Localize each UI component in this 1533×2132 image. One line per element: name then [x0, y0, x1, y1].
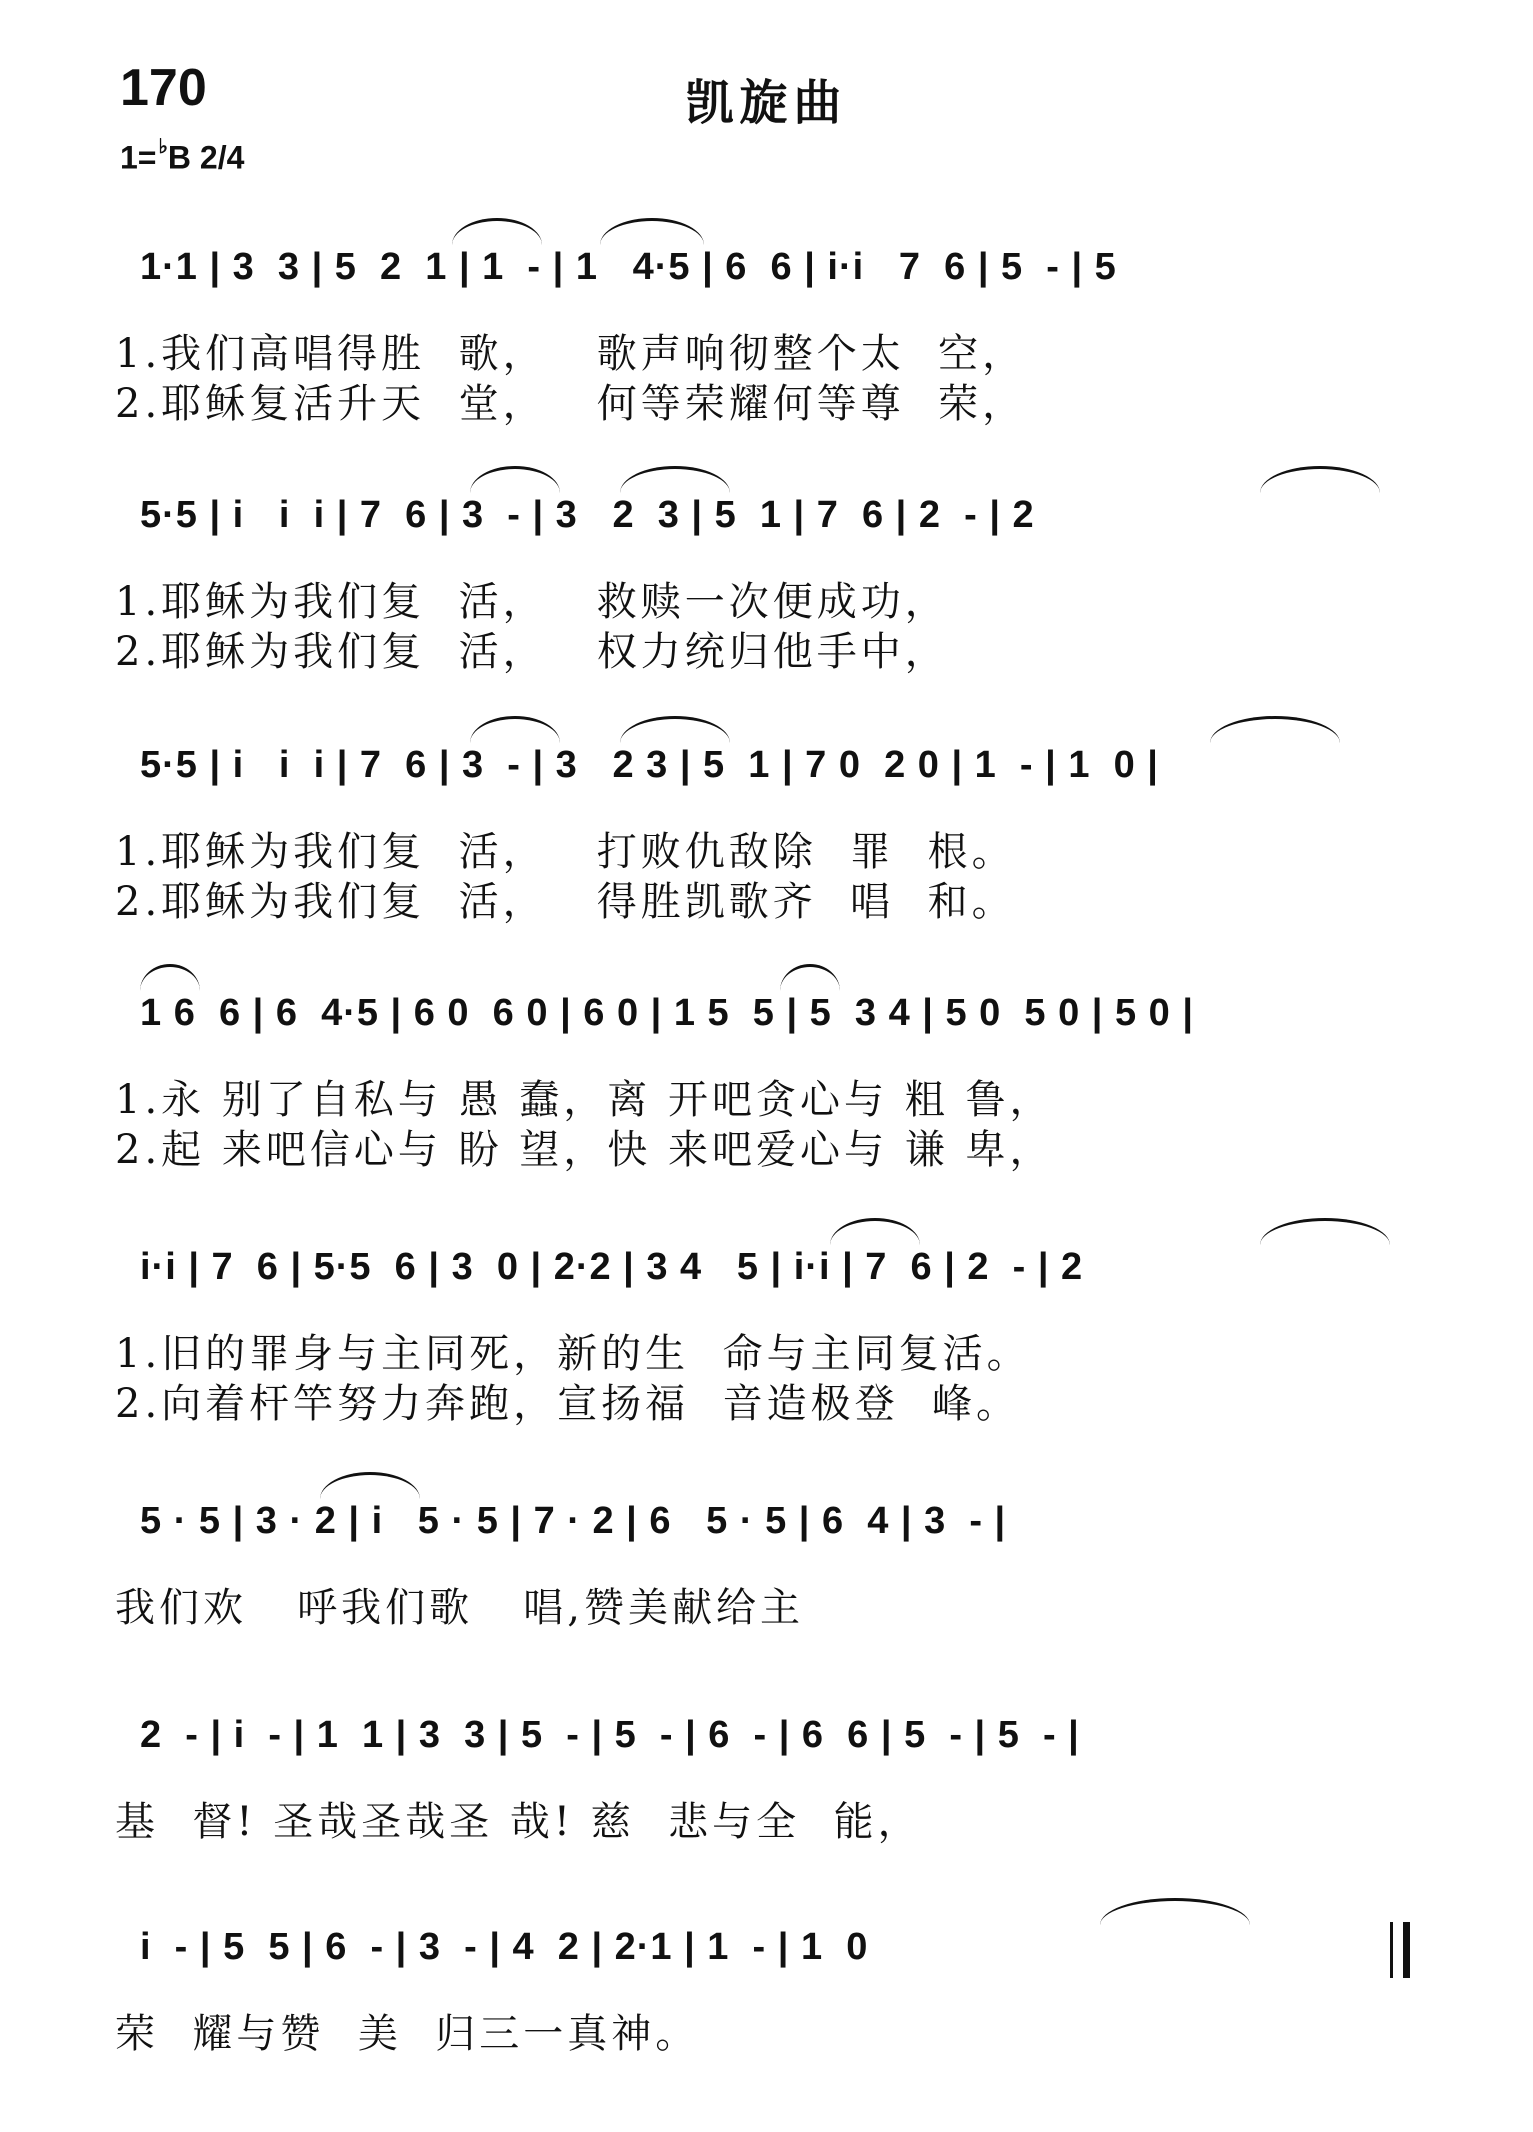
note-row	[140, 968, 1420, 1058]
flat-sign: ♭	[158, 136, 168, 158]
note-row	[140, 470, 1420, 560]
score-system-5	[115, 1222, 1420, 1452]
note-row	[140, 1690, 1420, 1780]
lyric-verse-2: 2.耶稣复活升天 堂， 何等荣耀何等尊 荣，	[115, 381, 1027, 427]
lyric-refrain: 基 督! 圣哉圣哉圣 哉! 慈 悲与全 能，	[115, 1799, 922, 1845]
score-system-8	[115, 1902, 1420, 2132]
lyric-verse-2: 2.耶稣为我们复 活， 权力统归他手中，	[115, 629, 949, 675]
score-system-2	[115, 470, 1420, 700]
note-line: 1·1 | 3 3 | 5 2 1 | 1 - | 1 4·5 | 6 6 | i·i 7 6 | 5 - | 5	[140, 245, 1117, 288]
score-system-1	[115, 222, 1420, 452]
score-system-4	[115, 968, 1420, 1198]
lyric-refrain: 荣 耀与赞 美 归三一真神。	[115, 2011, 700, 2057]
note-row	[140, 222, 1420, 312]
note-line: 5·5 | i i i | 7 6 | 3 - | 3 2 3 | 5 1 | 7 0 2 0 | 1 - | 1 0 |	[140, 743, 1159, 786]
note-line: i·i | 7 6 | 5·5 6 | 3 0 | 2·2 | 3 4 5 | i·i | 7 6 | 2 - | 2	[140, 1245, 1084, 1288]
note-line: 1 6 6 | 6 4·5 | 6 0 6 0 | 6 0 | 1 5 5 | 5 3 4 | 5 0 5 0 | 5 0 |	[140, 991, 1194, 1034]
lyric-verse-1: 1.耶稣为我们复 活， 救赎一次便成功，	[115, 579, 949, 625]
lyric-verse-1: 1.我们高唱得胜 歌， 歌声响彻整个太 空，	[115, 331, 1027, 377]
note-line: i - | 5 5 | 6 - | 3 - | 4 2 | 2·1 | 1 - | 1 0	[140, 1925, 869, 1968]
lyric-verse-2: 2.向着杆竿努力奔跑，宣扬福 音造极登 峰。	[115, 1381, 1021, 1427]
score-system-7	[115, 1690, 1420, 1920]
lyric-verse-2: 2.耶稣为我们复 活， 得胜凯歌齐 唱 和。	[115, 879, 1016, 925]
lyric-verse-1: 1.旧的罪身与主同死，新的生 命与主同复活。	[115, 1331, 1031, 1377]
note-line: 5·5 | i i i | 7 6 | 3 - | 3 2 3 | 5 1 | 7 6 | 2 - | 2	[140, 493, 1035, 536]
hymn-number: 170	[120, 59, 207, 117]
key-label: 1=	[120, 139, 157, 176]
key-note: B	[167, 139, 192, 176]
note-line: 2 - | i - | 1 1 | 3 3 | 5 - | 5 - | 6 - | 6 6 | 5 - | 5 - |	[140, 1713, 1080, 1756]
score-system-6	[115, 1476, 1420, 1706]
lyric-verse-2: 2.起 来吧信心与 盼 望，快 来吧爱心与 谦 卑，	[115, 1127, 1054, 1173]
final-barline	[1390, 1922, 1410, 1978]
score-system-3	[115, 720, 1420, 950]
lyric-refrain: 我们欢 呼我们歌 唱,赞美献给主	[115, 1585, 805, 1631]
note-line: 5 · 5 | 3 · 2 | i 5 · 5 | 7 · 2 | 6 5 · 5 | 6 4 | 3 - |	[140, 1499, 1007, 1542]
lyric-verse-1: 1.耶稣为我们复 活， 打败仇敌除 罪 根。	[115, 829, 1016, 875]
lyric-verse-1: 1.永 别了自私与 愚 蠢，离 开吧贪心与 粗 鲁，	[115, 1077, 1054, 1123]
time-signature: 2/4	[199, 139, 245, 176]
page-title: 凯旋曲	[685, 75, 848, 131]
note-row	[140, 1222, 1420, 1312]
key-signature	[120, 138, 244, 177]
